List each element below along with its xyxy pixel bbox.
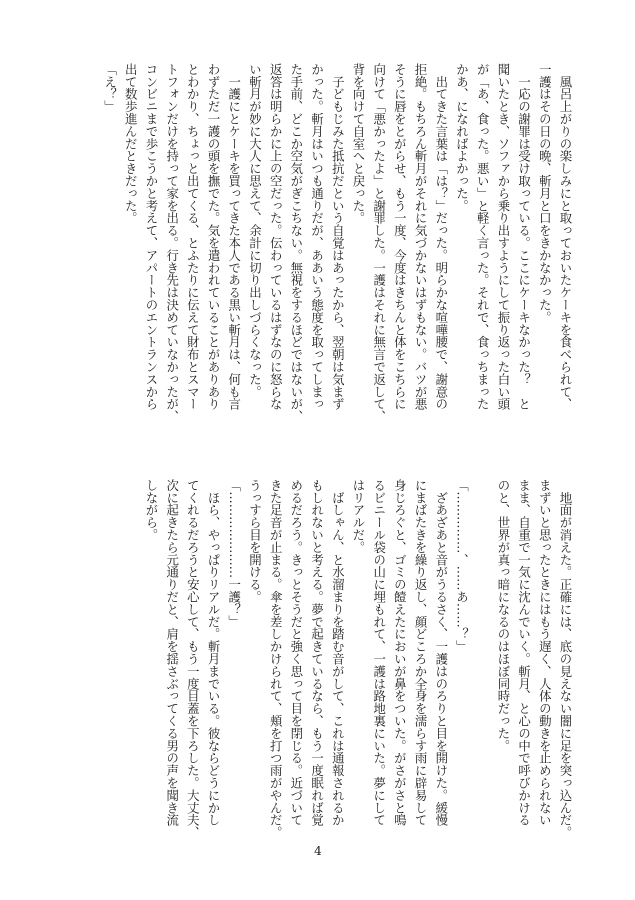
text-line: コンビニまで歩こうかと考えて、アパートのエントランスから — [143, 63, 159, 411]
text-line: い斬月が妙に大人に思えて、余計に切り出しづらくなった。 — [247, 63, 263, 398]
text-line: まずいと思ったときにはもう遅く、人体の動きを止められない — [537, 479, 553, 827]
page-number: 4 — [314, 844, 322, 858]
text-line: が「あ、食った。悪い」と軽く言った。それで、食っちまった — [475, 63, 491, 411]
text-line: 背を向けて自室へと戻った。 — [350, 63, 366, 225]
lower-text-block — [115, 479, 575, 859]
text-line: 身じろぐと、ゴミの饐えたにおいが鼻をついた。がさがさと鳴 — [392, 479, 408, 827]
text-line: た手前、どこか空気がぎこちない。無視をするほどではないが、 — [288, 63, 304, 423]
text-line: 「……………、……あ……？」 — [454, 479, 470, 653]
text-line: 出てきた言葉は「は？」だった。明らかな喧嘩腰で、謝意の — [433, 63, 449, 411]
text-line: 一護はその日の晩、斬月と口をきかなかった。 — [537, 63, 553, 324]
text-line: 次に起きたら元通りだと、肩を揺さぶってくる男の声を聞き流 — [164, 479, 180, 827]
text-line: るビニール袋の山に埋もれて、一護は路地裏にいた。夢にして — [371, 479, 387, 827]
text-line: もしれないと考える。夢で起きているなら、もう一度眠れば覚 — [309, 479, 325, 827]
upper-text-block — [15, 63, 575, 471]
text-line: 出て数歩進んだときだった。 — [123, 63, 139, 225]
text-line: にまばたきを繰り返し、顔どころか全身を濡らす雨に辟易して — [413, 479, 429, 827]
text-line: うっすら目を開ける。 — [247, 479, 263, 603]
text-line: 返答は明らかに上の空だった。伝わっているはずなのに怒らな — [268, 63, 284, 411]
text-line: そうに唇をとがらせ、もう一度、今度はきちんと体をこちらに — [392, 63, 408, 411]
text-line: 子どもじみた抵抗だという自覚はあったから、翌朝は気まず — [330, 63, 346, 411]
text-line: 「え？」 — [102, 63, 118, 113]
text-line: とわかり、ちょっと出てくる、とふたりに伝えて財布とスマー — [185, 63, 201, 411]
text-line: しながら。 — [143, 479, 159, 541]
text-line: わずただ一護の頭を撫でた。気を遣われていることがありあり — [206, 63, 222, 411]
text-line: 一応の謝罪は受け取っている。ここにケーキなかった？ と — [516, 63, 532, 411]
text-line: のと、世界が真っ暗になるのはほぼ同時だった。 — [495, 479, 511, 752]
text-line: 風呂上がりの楽しみにと取っておいたケーキを食べられて、 — [558, 63, 573, 411]
text-line: 向けて「悪かったよ」と謝罪した。一護はそれに無言で返して、 — [371, 63, 387, 423]
text-line: 地面が消えた。正確には、底の見えない闇に足を突っ込んだ。 — [558, 479, 573, 839]
text-line: ほら、やっぱりリアルだ。斬月までいる。彼ならどうにかし — [206, 479, 222, 827]
text-line: てくれるだろうと安心して、もう一度目蓋を下ろした。大丈夫、 — [185, 479, 201, 839]
text-line: めるだろう。きっとそうだと強く思って目を閉じる。近づいて — [288, 479, 304, 827]
text-line: 聞いたとき、ソファから乗り出すようにして振り返った白い頭 — [495, 63, 511, 411]
text-line: ばしゃん、と水溜まりを踏む音がして、これは通報されるか — [330, 479, 346, 827]
text-line: まま、自重で一気に沈んでいく。斬月、と心の中で呼びかける — [516, 479, 532, 827]
text-line: トフォンだけを持って家を出る。行き先は決めていなかったが、 — [164, 63, 180, 423]
text-line — [471, 479, 492, 859]
text-line: かあ、になればよかった。 — [454, 63, 470, 212]
text-line: 拒絶。もちろん斬月がそれに気づかないはずもない。バツが悪 — [413, 63, 429, 411]
text-line: ざあざあと音がうるさく、一護はのろりと目を開けた。緩慢 — [433, 479, 449, 827]
text-line: はリアルだ。 — [350, 479, 366, 554]
text-line: かった。斬月はいつも通りだが、ああいう態度を取ってしまっ — [309, 63, 325, 411]
text-line: 「…………………一護？」 — [226, 479, 242, 628]
text-line: きた足音が止まる。傘を差しかけられて、頬を打つ雨がやんだ。 — [268, 479, 284, 839]
text-line: 一護にとケーキを買ってきた本人である黒い斬月は、何も言 — [226, 63, 242, 411]
